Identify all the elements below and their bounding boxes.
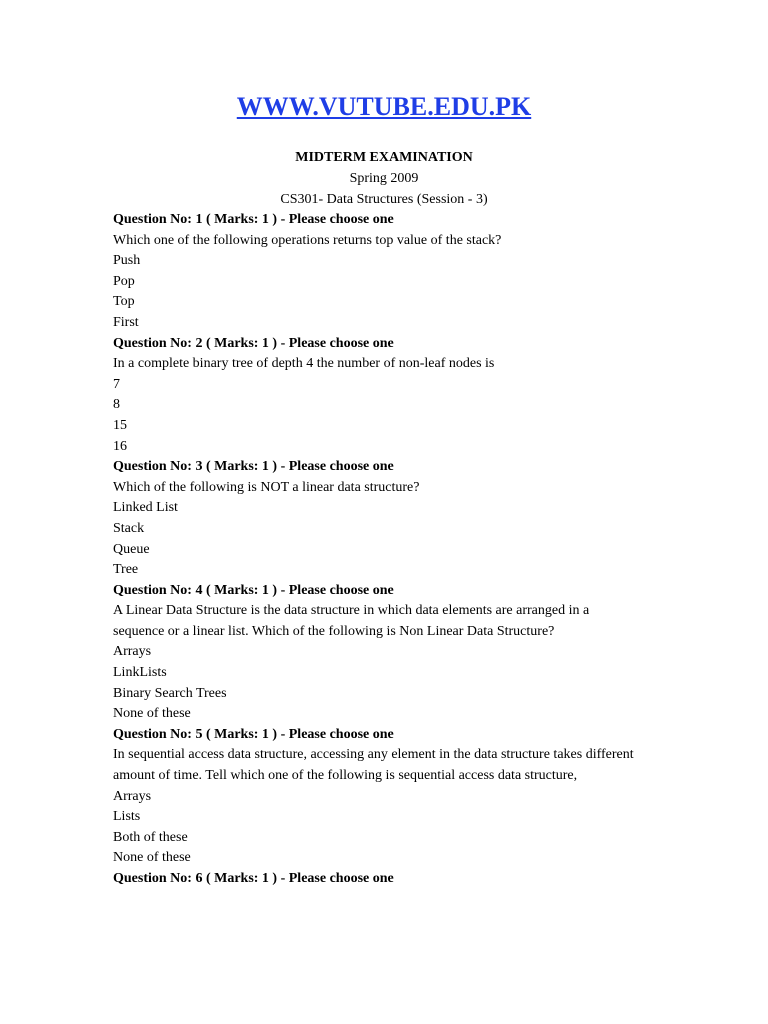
- answer-option[interactable]: Both of these: [113, 829, 188, 845]
- answer-option[interactable]: 7: [113, 376, 120, 392]
- question-text: Which of the following is NOT a linear data structure?: [113, 479, 420, 495]
- answer-option[interactable]: Top: [113, 294, 135, 310]
- question-text: Which one of the following operations returns top value of the stack?: [113, 232, 502, 248]
- answer-option[interactable]: 15: [113, 417, 127, 433]
- answer-option[interactable]: Lists: [113, 809, 141, 825]
- answer-option[interactable]: Queue: [113, 541, 150, 557]
- site-url-link[interactable]: WWW.VUTUBE.EDU.PK: [236, 92, 532, 121]
- question-heading: Question No: 5 ( Marks: 1 ) - Please choose one: [113, 726, 394, 742]
- question-heading: Question No: 2 ( Marks: 1 ) - Please choose one: [113, 335, 394, 351]
- question-1: [113, 210, 643, 334]
- answer-option[interactable]: Arrays: [113, 644, 152, 660]
- answer-option[interactable]: Stack: [113, 520, 145, 536]
- question-text: A Linear Data Structure is the data structure in which data elements are arranged in a sequence or a linear list. Which of the following is Non Linear Data Structure?: [113, 603, 590, 639]
- answer-option[interactable]: Pop: [113, 273, 135, 289]
- question-4: [113, 581, 643, 725]
- exam-title: MIDTERM EXAMINATION: [295, 150, 473, 165]
- answer-option[interactable]: 16: [113, 438, 127, 454]
- course-title: CS301- Data Structures (Session - 3): [280, 192, 488, 207]
- answer-option[interactable]: Arrays: [113, 788, 152, 804]
- answer-option[interactable]: Tree: [113, 562, 139, 578]
- question-text: In sequential access data structure, accessing any element in the data structure takes different amount of time. Tell which one of the following is sequential access data structure,: [113, 747, 634, 784]
- question-3: [113, 457, 643, 581]
- answer-option[interactable]: 8: [113, 397, 120, 413]
- exam-session: Spring 2009: [349, 171, 419, 186]
- question-5: [113, 725, 643, 869]
- question-text: In a complete binary tree of depth 4 the number of non-leaf nodes is: [113, 356, 495, 372]
- question-heading: Question No: 6 ( Marks: 1 ) - Please choose one: [113, 871, 394, 886]
- answer-option[interactable]: Binary Search Trees: [113, 685, 227, 701]
- answer-option[interactable]: Linked List: [113, 500, 178, 516]
- question-list: [113, 210, 643, 890]
- answer-option[interactable]: Push: [113, 253, 141, 269]
- answer-option[interactable]: First: [113, 314, 139, 330]
- answer-option[interactable]: None of these: [113, 850, 191, 866]
- question-6: [113, 869, 643, 890]
- question-heading: Question No: 4 ( Marks: 1 ) - Please choose one: [113, 582, 394, 598]
- question-heading: Question No: 3 ( Marks: 1 ) - Please choose one: [113, 459, 394, 475]
- question-heading: Question No: 1 ( Marks: 1 ) - Please choose one: [113, 212, 394, 227]
- question-2: [113, 334, 643, 458]
- answer-option[interactable]: None of these: [113, 706, 191, 722]
- answer-option[interactable]: LinkLists: [113, 665, 167, 681]
- exam-header: [0, 147, 768, 210]
